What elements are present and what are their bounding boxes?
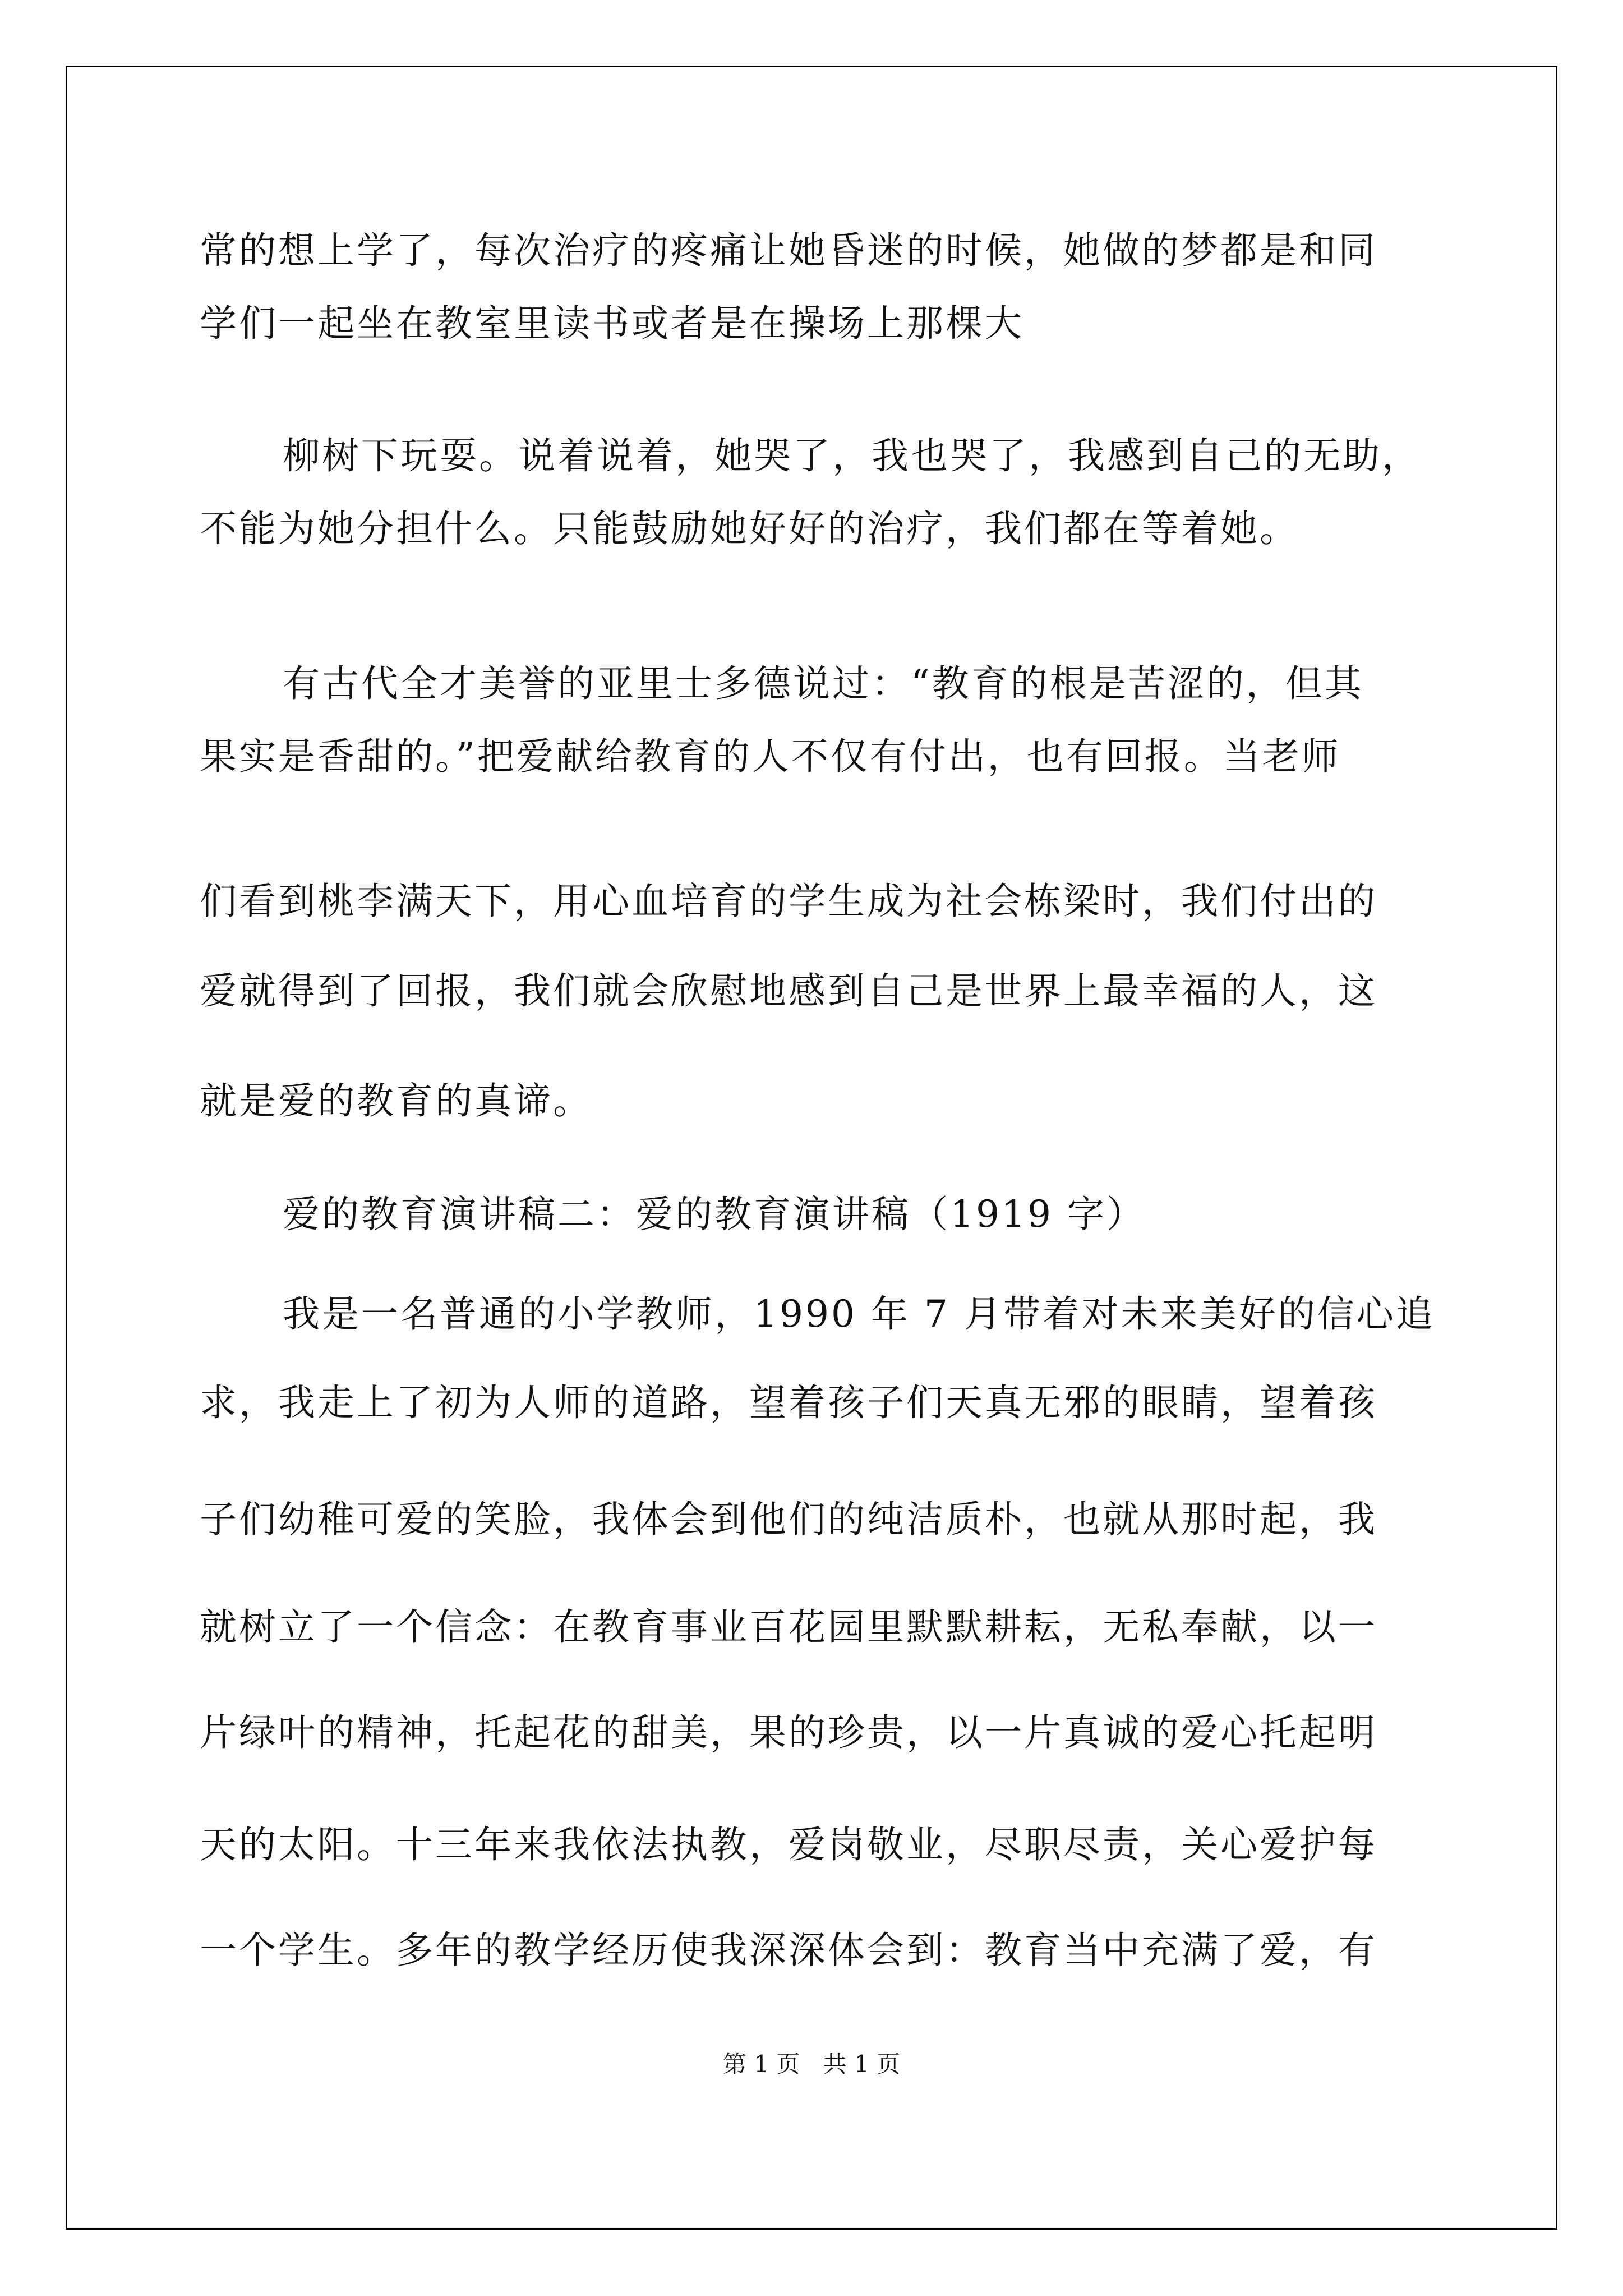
text-line: 子们幼稚可爱的笑脸，我体会到他们的纯洁质朴，也就从那时起，我 — [200, 1498, 1377, 1541]
page-border — [66, 66, 1557, 2230]
text-line: 求，我走上了初为人师的道路，望着孩子们天真无邪的眼睛，望着孩 — [200, 1381, 1377, 1424]
text-line: 们看到桃李满天下，用心血培育的学生成为社会栋梁时，我们付出的 — [200, 880, 1377, 923]
text-line: 柳树下玩耍。说着说着，她哭了，我也哭了，我感到自己的无助， — [283, 434, 1421, 477]
text-line: 天的太阳。十三年来我依法执教，爱岗敬业，尽职尽责，关心爱护每 — [200, 1823, 1377, 1866]
text-line: 就树立了一个信念：在教育事业百花园里默默耕耘，无私奉献，以一 — [200, 1605, 1377, 1649]
text-line: 就是爱的教育的真谛。 — [200, 1079, 592, 1122]
text-line: 片绿叶的精神，托起花的甜美，果的珍贵，以一片真诚的爱心托起明 — [200, 1711, 1377, 1754]
text-line: 果实是香甜的。”把爱献给教育的人不仅有付出，也有回报。当老师 — [200, 735, 1341, 778]
section-heading: 爱的教育演讲稿二：爱的教育演讲稿（1919 字） — [283, 1193, 1146, 1236]
text-line: 爱就得到了回报，我们就会欣慰地感到自己是世界上最幸福的人，这 — [200, 969, 1377, 1013]
text-line: 我是一名普通的小学教师，1990 年 7 月带着对未来美好的信心追 — [283, 1292, 1435, 1336]
text-line: 学们一起坐在教室里读书或者是在操场上那棵大 — [200, 302, 1024, 345]
page-footer — [0, 2047, 1623, 2081]
text-line: 一个学生。多年的教学经历使我深深体会到：教育当中充满了爱，有 — [200, 1929, 1377, 1972]
page-number: 第 1 页 — [722, 2050, 800, 2078]
text-line: 常的想上学了，每次治疗的疼痛让她昏迷的时候，她做的梦都是和同 — [200, 229, 1377, 272]
text-line: 有古代全才美誉的亚里士多德说过：“教育的根是苦涩的，但其 — [283, 662, 1364, 705]
text-line: 不能为她分担什么。只能鼓励她好好的治疗，我们都在等着她。 — [200, 507, 1299, 550]
page-total: 共 1 页 — [823, 2050, 901, 2078]
